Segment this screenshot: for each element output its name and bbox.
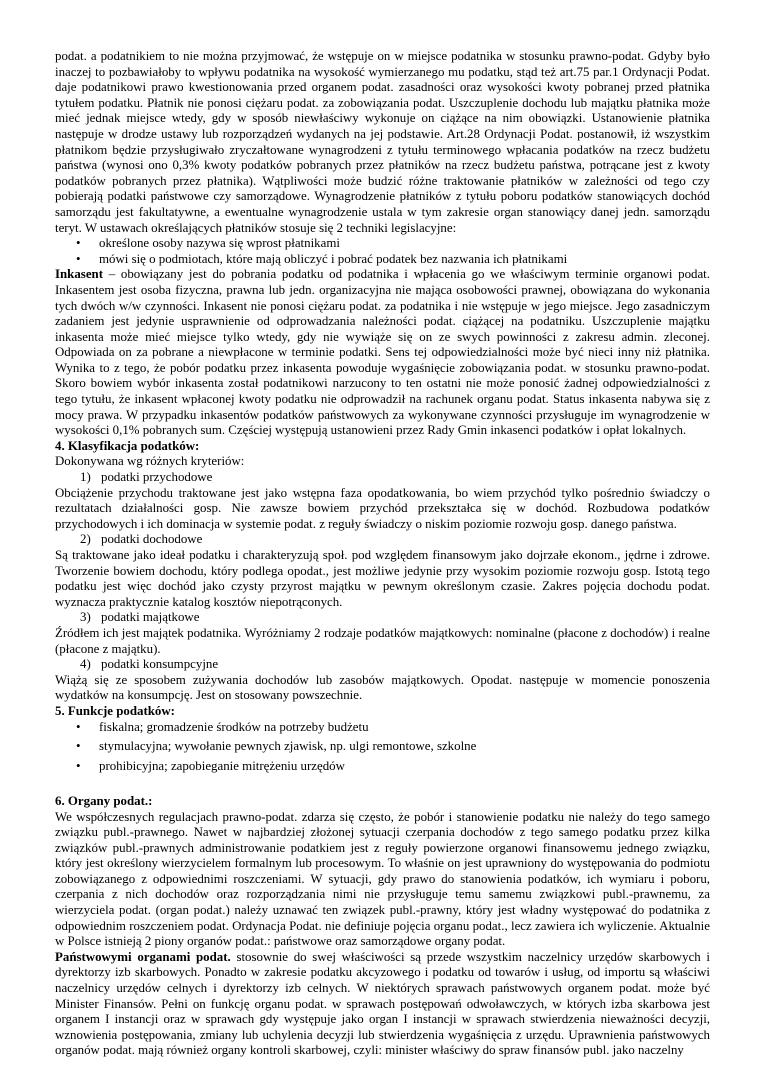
bullet-icon: • bbox=[76, 251, 81, 266]
paragraph bbox=[55, 267, 710, 439]
paragraph bbox=[55, 950, 710, 1059]
paragraph-text: Źródłem ich jest majątek podatnika. Wyróżniamy 2 rodzaje podatków majątkowych: nominalne (płacone z dochodów) i realne (płacone z majątku). bbox=[55, 625, 710, 656]
paragraph bbox=[55, 486, 710, 533]
numbered-item bbox=[55, 532, 710, 548]
paragraph-text: Obciążenie przychodu traktowane jest jako wstępna faza opodatkowania, bo wiem przychód tylko pośrednio świadczy o rezultatach działalności gosp. Nie zawsze bowiem przychód przekształca się w dochód. Rozbudowa podatków przychodowych i ich dominacja w systemie podat. z reguły świadczy o niskim poziomie rozwoju gosp. danego państwa. bbox=[55, 485, 710, 531]
list-item bbox=[55, 252, 710, 268]
item-text: podatki dochodowe bbox=[101, 532, 203, 547]
section-heading: 4. Klasyfikacja podatków: bbox=[55, 438, 200, 453]
item-text: podatki przychodowe bbox=[101, 470, 213, 485]
section-heading: 6. Organy podat.: bbox=[55, 793, 153, 808]
item-number: 2) bbox=[80, 532, 91, 547]
item-number: 3) bbox=[80, 610, 91, 625]
list-item bbox=[55, 236, 710, 252]
bold-lead-term: Inkasent bbox=[55, 267, 103, 282]
paragraph-text: podat. a podatnikiem to nie można przyjmować, że wstępuje on w miejsce podatnika w stosunku prawno-podat. Gdyby było inaczej to pozbawiałoby to wpływu podatnika na wysokość wymierzanego mu podatku, stąd też art.75 par.1 Ordynacji Podat. daje podatnikowi prawo kwestionowania przed organem podat. zasadności oraz wysokości kwoty pobranej przed płatnika tytułem podatku. Płatnik nie ponosi ciężaru podat. za zobowiązania podat. Uszczuplenie dochodu lub majątku płatnika może mieć jednak miejsce wtedy, gdy w sposób niewłaściwy wykonuje on ciążące na nim obowiązki. Ustanowienie płatnika następuje w drodze ustawy lub rozporządzeń wydanych na jej podstawie. Art.28 Ordynacji Podat. postanowił, iż wszystkim płatnikom będzie przysługiwało zryczałtowane wynagrodzeni z tytułu terminowego wpłacania podatków na rzecz budżetu państwa (wynosi ono 0,3% kwoty podatków pobranych przez płatników na rzecz budżetu państwa, potrącane jest z kwoty podatków pobranych przez płatnika). Wątpliwości może budzić różne traktowanie płatników w zależności od tego czy pobierają podatki państwowe czy samorządowe. Wynagrodzenie płatników z tytułu poboru podatków stanowiących dochód samorządu jest fakultatywne, a ewentualne wynagrodzenie ustala w tym zakresie organ stanowiący danej jedn. samorządu teryt. W ustawach określających płatników stosuje się 2 techniki legislacyjne: bbox=[55, 49, 710, 235]
bullet-list bbox=[55, 720, 710, 775]
paragraph-text: Wiążą się ze sposobem zużywania dochodów lub zasobów majątkowych. Opodat. następuje w momencie ponoszenia wydatków na konsumpcję. Jest on stosowany powszechnie. bbox=[55, 672, 710, 703]
bullet-icon: • bbox=[76, 236, 81, 251]
paragraph bbox=[55, 673, 710, 704]
item-number: 1) bbox=[80, 470, 91, 485]
bold-lead-term: Państwowymi organami podat. bbox=[55, 949, 231, 964]
paragraph-text: stosownie do swej właściwości są przede wszystkim naczelnicy urzędów skarbowych i dyrektorzy izb skarbowych. Ponadto w zakresie podatku akcyzowego i podatku od towarów i usług, od importu są właściwi naczelnicy urzędów celnych i dyrektorzy izb celnych. W niektórych sprawach państwowych organem podat. może być Minister Finansów. Pełni on funkcję organu podat. w sprawach postępowań odwoławczych, w których izba skarbowa jest organem I instancji oraz w sprawach gdy występuje jako organ I instancji w sprawach stwierdzenia nieważności decyzji, wznowienia postępowania, zmiany lub uchylenia decyzji lub stwierdzenia wygaśnięcia z urzędu. Uprawnienia państwowych organów podat. mają również organy kontroli skarbowej, czyli: minister właściwy do spraw finansów publ. jako naczelny bbox=[55, 949, 711, 1058]
list-item bbox=[55, 739, 710, 755]
document-page bbox=[55, 49, 710, 1059]
bullet-icon: • bbox=[76, 719, 81, 734]
item-text: podatki majątkowe bbox=[101, 610, 200, 625]
paragraph-text: Są traktowane jako ideał podatku i charakteryzują społ. pod względem finansowym jako dojrzałe ekonom., jędrne i zdrowe. Tworzenie bowiem dochodu, który podlega opodat., jest możliwe jedynie przy wysokim poziomie rozwoju gosp. Istotą tego podatku jest więc dochód jako czysty przyrost majątku w pewnym określonym czasie. Zakres pojęcia dochodu podat. wyznacza praktycznie katalog kosztów niepotrąconych. bbox=[55, 548, 710, 609]
numbered-item bbox=[55, 657, 710, 673]
paragraph bbox=[55, 810, 710, 950]
list-item-text: określone osoby nazywa się wprost płatnikami bbox=[99, 236, 340, 251]
list-item-text: prohibicyjna; zapobieganie mitrężeniu urzędów bbox=[99, 758, 345, 773]
paragraph bbox=[55, 548, 710, 610]
paragraph bbox=[55, 49, 710, 236]
bullet-icon: • bbox=[76, 739, 81, 754]
item-number: 4) bbox=[80, 657, 91, 672]
list-item bbox=[55, 720, 710, 736]
list-item bbox=[55, 759, 710, 775]
paragraph-text: We współczesnych regulacjach prawno-podat. zdarza się często, że pobór i stanowienie podatku nie należy do tego samego związku publ.-prawnego. Nawet w najbardziej złożonej sytuacji czerpania dochodów z tego samego podatku przez kilka związków publ.-prawnych administrowanie podatkiem jest z reguły powierzone organowi finansowemu jednego związku, który jest określony wierzycielem formalnym lub procesowym. To właśnie on jest uprawniony do występowania do podmiotu zobowiązanego z odpowiednimi roszczeniami. W sytuacji, gdy prawo do stanowienia podatków, ich wymiaru i poboru, czerpania z nich dochodów oraz rozporządzania nimi nie przysługuje temu samemu związkowi publ.-prawnemu, za wierzyciela podat. (organ podat.) należy uznawać ten związek publ.-prawny, który jest władny występować do podatnika z odpowiednim roszczeniem podat. Ordynacja Podat. nie definiuje pojęcia organu podat., lecz zawiera ich wyliczenie. Aktualnie w Polsce istnieją 2 piony organów podat.: państwowe oraz samorządowe organy podat. bbox=[55, 809, 710, 949]
paragraph-text: Dokonywana wg różnych kryteriów: bbox=[55, 454, 245, 469]
paragraph bbox=[55, 626, 710, 657]
bullet-list bbox=[55, 236, 710, 267]
numbered-item bbox=[55, 610, 710, 626]
section-heading: 5. Funkcje podatków: bbox=[55, 703, 175, 718]
list-item-text: stymulacyjna; wywołanie pewnych zjawisk, np. ulgi remontowe, szkolne bbox=[99, 739, 477, 754]
list-item-text: fiskalna; gromadzenie środków na potrzeby budżetu bbox=[99, 719, 369, 734]
bullet-icon: • bbox=[76, 758, 81, 773]
blank-line bbox=[55, 778, 710, 794]
item-text: podatki konsumpcyjne bbox=[101, 657, 219, 672]
list-item-text: mówi się o podmiotach, które mają obliczyć i pobrać podatek bez nazwania ich płatnikami bbox=[99, 251, 568, 266]
numbered-item bbox=[55, 470, 710, 486]
paragraph-text: – obowiązany jest do pobrania podatku od podatnika i wpłacenia go we właściwym terminie organowi podat. Inkasentem jest osoba fizyczna, prawna lub jedn. organizacyjna nie mająca osobowości prawnej, obowiązana do wykonania tych dwóch w/w czynności. Inkasent nie ponosi ciężaru podat. za podatnika i nie wstępuje w jego miejsce. Jego zasadniczym zadaniem jest jedynie usprawnienie od odprowadzania należności podat. ciążącej na podatniku. Uszczuplenie majątku inkasenta może mieć miejsce tylko wtedy, gdy nie wywiąże się on ze swych powinności z zakresu admin. zleconej. Odpowiada on za pobrane a niewpłacone w terminie podatki. Sens tej odpowiedzialności może być nieci inny niż płatnika. Wynika to z tego, że pobór podatku przez inkasenta powoduje wygaśnięcie zobowiązania podat. w stosunku prawno-podat. Skoro bowiem wybór inkasenta został podatnikowi narzucony to ten ostatni nie może ponosić żadnej odpowiedzialności z tego tytułu, że inkasent wpłaconej kwoty podatku nie odprowadził na rachunek organu podat. Status inkasenta nabywa się z mocy prawa. W przypadku inkasentów podatków państwowych za wykonywane czynności przysługuje im wynagrodzenie w wysokości 0,1% pobranych sum. Częściej występują ustanowieni przez Rady Gmin inkasenci podatków i opłat lokalnych. bbox=[55, 267, 710, 438]
paragraph bbox=[55, 454, 710, 470]
